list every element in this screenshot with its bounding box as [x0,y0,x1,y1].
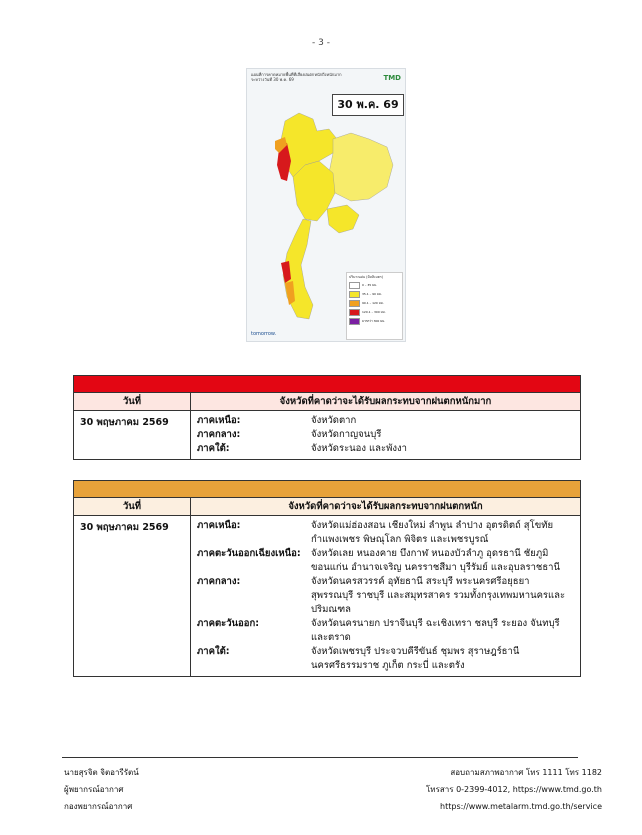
forecaster-title: ผู้พยากรณ์อากาศ [64,785,124,794]
table-row [74,411,581,460]
very-heavy-rain-table [73,375,581,460]
legend-swatch [349,291,360,298]
tmd-logo: TMD [383,74,401,82]
map-legend [346,272,403,340]
date-column-header: วันที่ [74,498,191,516]
region-row [197,519,574,547]
date-column-header: วันที่ [74,393,191,411]
table-header-row [74,498,581,516]
regions-cell [191,411,581,460]
table-color-band [74,376,581,393]
legend-item [347,281,402,290]
forecaster-name: นายสุรจิต จิตอารีรัตน์ [64,768,139,777]
legend-label: 120.1 – 300 มม. [362,310,386,314]
legend-swatch [349,318,360,325]
legend-label: 0 – 35 มม. [362,283,377,287]
legend-item [347,317,402,326]
page-number: - 3 - [312,38,330,48]
region-provinces: จังหวัดกาญจนบุรี [311,429,382,440]
region-provinces: จังหวัดแม่ฮ่องสอน เชียงใหม่ ลำพูน ลำปาง อุตรดิตถ์ สุโขทัย กำแพงเพชร พิษณุโลก พิจิตร และเพชรบูรณ์ [311,520,554,545]
region-name: ภาคใต้: [197,646,230,657]
date-cell: 30 พฤษภาคม 2569 [74,516,191,677]
legend-label: 35.1 – 90 มม. [362,292,382,296]
thailand-northeast-region [329,133,393,201]
region-row [197,428,574,442]
date-cell: 30 พฤษภาคม 2569 [74,411,191,460]
region-provinces: จังหวัดนครนายก ปราจีนบุรี ฉะเชิงเทรา ชลบุรี ระยอง จันทบุรี และตราด [311,618,560,643]
region-provinces: จังหวัดนครสวรรค์ อุทัยธานี สระบุรี พระนครศรีอยุธยา สุพรรณบุรี ราชบุรี และสมุทรสาคร รวมทั้งกรุงเทพมหานครและปริมณฑล [311,576,566,615]
legend-swatch [349,282,360,289]
contact-service-link[interactable]: https://www.metalarm.tmd.go.th/service [440,802,602,811]
region-provinces: จังหวัดเพชรบุรี ประจวบคีรีขันธ์ ชุมพร สุราษฎร์ธานี นครศรีธรรมราช ภูเก็ต กระบี่ และตรัง [311,646,520,671]
legend-label: 90.1 – 120 มม. [362,301,384,305]
region-provinces: จังหวัดตาก [311,415,357,426]
legend-item [347,299,402,308]
region-row [197,442,574,456]
region-name: ภาคกลาง: [197,576,241,587]
red-band [74,376,581,393]
table-header-row [74,393,581,411]
legend-item [347,308,402,317]
heavy-rain-table [73,480,581,677]
region-name: ภาคเหนือ: [197,415,241,426]
map-title-line1: แผนที่การคาดหมายพื้นที่ที่เสี่ยงฝนตกหนักถึงหนักมาก [251,72,342,77]
region-row [197,575,574,617]
legend-label: มากกว่า 300 มม. [362,319,386,323]
forecaster-division: กองพยากรณ์อากาศ [64,802,133,811]
map-date-label: 30 พ.ค. 69 [332,94,404,116]
footer-signature [64,764,139,815]
legend-item [347,290,402,299]
orange-band [74,481,581,498]
thailand-east-region [327,205,359,233]
region-name: ภาคตะวันออก: [197,618,260,629]
table-row [74,516,581,677]
region-name: ภาคกลาง: [197,429,241,440]
contact-phone: สอบถามสภาพอากาศ โทร 1111 โทร 1182 [450,768,602,777]
regions-cell [191,516,581,677]
region-row [197,617,574,645]
provider-label: tomorrow. [251,331,277,337]
contact-fax-website[interactable]: โทรสาร 0-2399-4012, https://www.tmd.go.th [426,785,602,794]
provinces-column-header: จังหวัดที่คาดว่าจะได้รับผลกระทบจากฝนตกหนักมาก [191,393,581,411]
footer-contact [426,764,602,815]
legend-title: ปริมาณฝน (มิลลิเมตร) [349,275,384,279]
region-name: ภาคเหนือ: [197,520,241,531]
legend-swatch [349,309,360,316]
footer-divider [62,757,578,758]
table-color-band [74,481,581,498]
region-row [197,645,574,673]
region-row [197,547,574,575]
map-title-line2: ระหว่างวันที่ 30 พ.ค. 69 [251,77,294,82]
legend-swatch [349,300,360,307]
region-provinces: จังหวัดเลย หนองคาย บึงกาฬ หนองบัวลำภู อุดรธานี ชัยภูมิ ขอนแก่น อำนาจเจริญ นครราชสีมา บุรีรัมย์ และอุบลราชธานี [311,548,560,573]
provinces-column-header: จังหวัดที่คาดว่าจะได้รับผลกระทบจากฝนตกหนัก [191,498,581,516]
region-provinces: จังหวัดระนอง และพังงา [311,443,407,454]
region-name: ภาคใต้: [197,443,230,454]
region-name: ภาคตะวันออกเฉียงเหนือ: [197,548,301,559]
region-row [197,414,574,428]
